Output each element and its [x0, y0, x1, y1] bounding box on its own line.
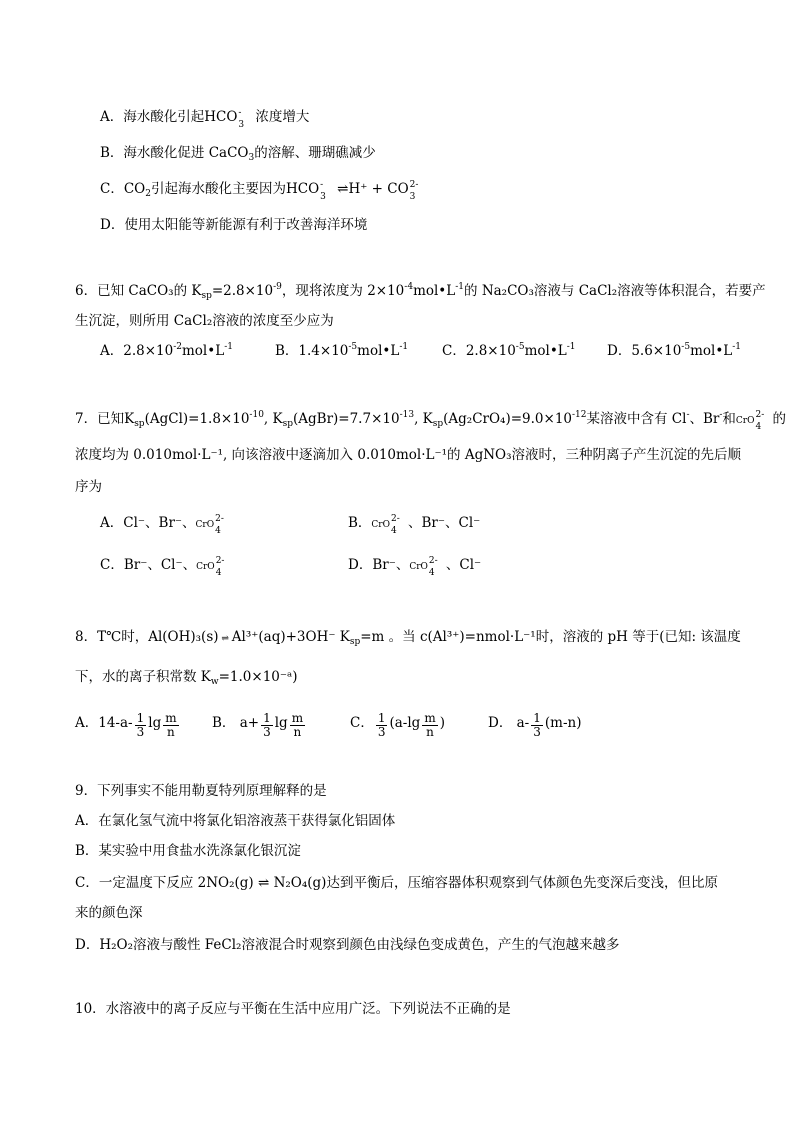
q6-option-c: C．$2.8\times 10^{-5}mol•L^{-1}$ [442, 342, 576, 359]
q6-option-b: B．$1.4\times 10^{-5}mol•L^{-1}$ [275, 342, 409, 359]
q6-option-a: A．$2.8\times 10^{-2}mol•L^{-1}$ [100, 342, 233, 359]
q9-option-c-line2: 来的颜色深 [75, 905, 143, 921]
q8-stem-line2: 下，水的离子积常数 $K_w=1.0\times 10^-ᵃ$) [75, 669, 298, 687]
q10-stem: 10．水溶液中的离子反应与平衡在生活中应用广泛。下列说法不正确的是 [75, 1001, 511, 1017]
q9-stem: 9．下列事实不能用勒夏特列原理解释的是 [75, 783, 327, 799]
q6-stem-line1: 6．已知 CaCO₃的 $K_{sp}=2.8\times 10^{-9}$，现将浓度为 $2\times 10^{-4}mol•L^{-1}$的 Na₂CO₃溶液与 CaCl₂溶液等体积混合，若要产 [75, 282, 766, 301]
q8-option-b: B． a+ $\frac{1}{3}$ lg $\frac{m}{n}$ [212, 711, 304, 739]
q9-option-c-line1: C．一定温度下反应 2NO₂(g) ⇌ N₂O₄(g)达到平衡后，压缩容器体积观察到气体颜色先变深后变浅，但比原 [75, 875, 718, 891]
q5-option-c: C．$CO_2$引起海水酸化主要因为HCO - 3 ⇌H⁺ + CO 2- 3 [100, 180, 419, 202]
q7-stem-line1: 7．已知$K_{sp}(AgCl)=1.8\times 10^{-10}$, $K_{sp}(AgBr)=7.7\times 10^{-13}$, $K_{sp}(Ag_2CrO_4)=9.0\times 10^{-12}$某溶液中含有 Cl-、Br-和CrO 2- 4 的 [75, 410, 786, 432]
q7-option-a: A．Cl⁻、Br⁻、CrO 2- 4 [100, 514, 224, 536]
q9-option-d: D．H₂O₂溶液与酸性 FeCl₂溶液混合时观察到颜色由浅绿色变成黄色，产生的气泡越来越多 [75, 937, 620, 953]
q8-stem-line1: 8．T℃时，Al(OH)₃(s) ⇌ Al³⁺(aq)+3OH⁻ $K_{sp}=m$ 。当 c(Al³⁺)=nmol·L⁻¹时，溶液的 pH 等于(已知: 该温度 [75, 629, 741, 647]
q8-option-a: A．14-a- $\frac{1}{3}$ lg $\frac{m}{n}$ [75, 711, 177, 739]
q6-stem-line2: 生沉淀，则所用 CaCl₂溶液的浓度至少应为 [75, 313, 334, 329]
q7-option-d: D．Br⁻、CrO 2- 4 、Cl⁻ [348, 556, 482, 578]
q5-option-b: B．海水酸化促进 CaCO$_3$的溶解、珊瑚礁减少 [100, 145, 376, 163]
q8-option-d: D． a- $\frac{1}{3}$ (m-n) [488, 711, 582, 739]
q5-option-d: D．使用太阳能等新能源有利于改善海洋环境 [100, 217, 368, 233]
q6-option-d: D．$5.6\times 10^{-5}mol•L^{-1}$ [607, 342, 742, 359]
q8-option-c: C． $\frac{1}{3}$ (a-lg $\frac{m}{n}$ ) [350, 711, 445, 739]
q7-stem-line2: 浓度均为 0.010mol·L⁻¹, 向该溶液中逐滴加入 0.010mol·L⁻¹的 AgNO₃溶液时，三种阴离子产生沉淀的先后顺 [75, 447, 742, 463]
q7-option-b: B．CrO 2- 4 、Br⁻、Cl⁻ [348, 514, 481, 536]
q9-option-b: B．某实验中用食盐水洗涤氯化银沉淀 [75, 843, 301, 859]
q9-option-a: A．在氯化氢气流中将氯化铝溶液蒸干获得氯化铝固体 [75, 813, 396, 829]
q7-stem-line3: 序为 [75, 479, 102, 495]
q7-option-c: C．Br⁻、Cl⁻、CrO 2- 4 [100, 556, 225, 578]
q5-option-a: A．海水酸化引起HCO - 3 浓度增大 [100, 108, 310, 130]
